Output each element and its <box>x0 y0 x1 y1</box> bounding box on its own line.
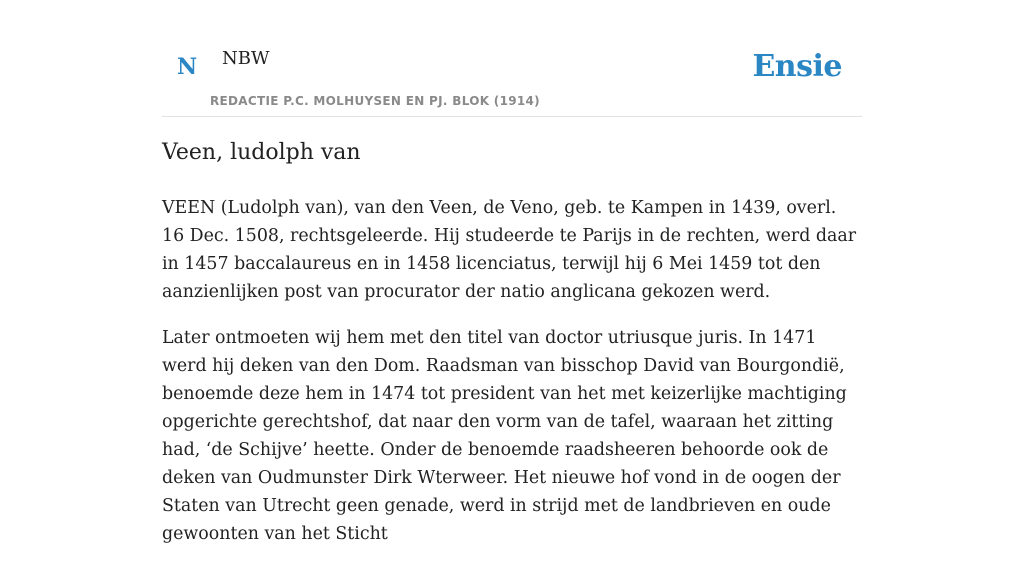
source-logo[interactable]: N <box>177 54 198 80</box>
source-subtitle: REDACTIE P.C. MOLHUYSEN EN PJ. BLOK (1914) <box>210 94 540 108</box>
source-title-link[interactable]: NBW <box>222 48 270 69</box>
article <box>162 138 862 566</box>
article-paragraph: VEEN (Ludolph van), van den Veen, de Veno, geb. te Kampen in 1439, overl. 16 Dec. 1508, rechtsgeleerde. Hij studeerde te Parijs in de rechten, werd daar in 1457 baccalaureus en in 1458 licenciatus, terwijl hij 6 Mei 1459 tot den aanzienlijken post van procurator der natio anglicana gekozen werd. <box>162 197 857 302</box>
article-paragraph: Later ontmoeten wij hem met den titel van doctor utriusque juris. In 1471 werd hij deken van den Dom. Raadsman van bisschop David van Bourgondië, benoemde deze hem in 1474 tot president van het met keizerlijke machtiging opgerichte gerechtshof, dat naar den vorm van de tafel, waaraan het zitting had, ‘de Schijve’ heette. Onder de benoemde raadsheeren behoorde ook de deken van Oudmunster Dirk Wterweer. Het nieuwe hof vond in de oogen der Staten van Utrecht geen genade, werd in strijd met de landbrieven en oude gewoonten van het Sticht <box>162 327 847 544</box>
article-title: Veen, ludolph van <box>162 140 361 165</box>
ensie-logo-link[interactable]: Ensie <box>752 49 842 84</box>
source-header <box>162 0 862 117</box>
